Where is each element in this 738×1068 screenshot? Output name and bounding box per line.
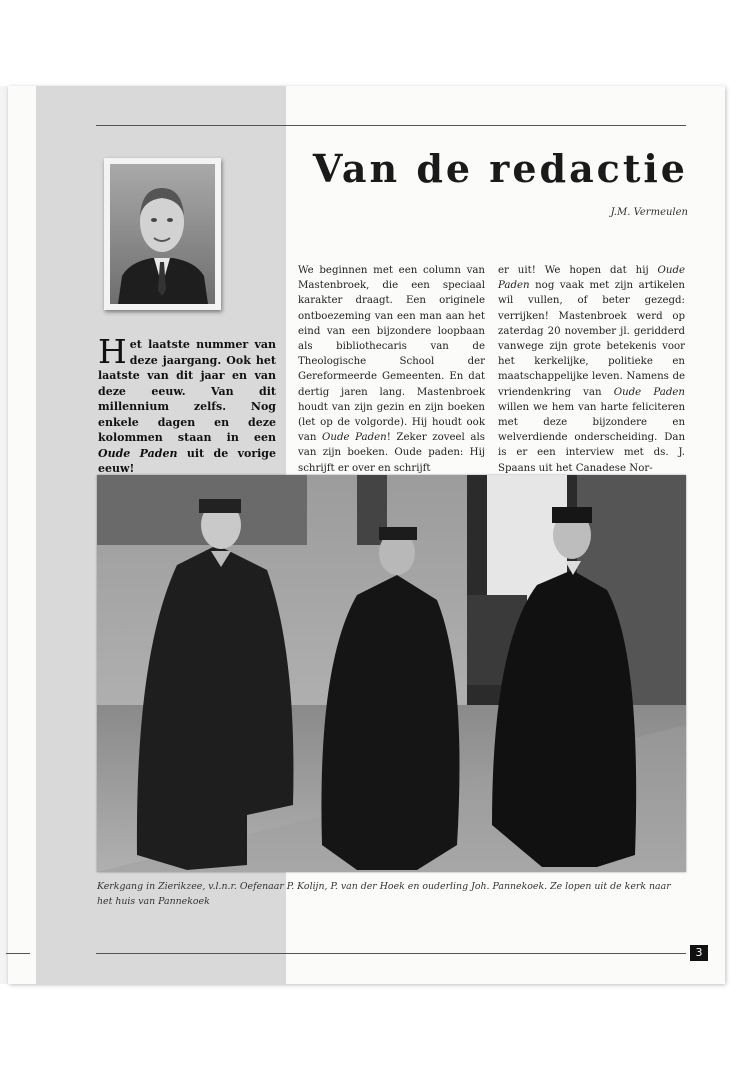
intro-emphasis: Oude Paden	[98, 446, 178, 460]
page-number: 3	[690, 945, 708, 961]
intro-paragraph	[98, 332, 276, 477]
col2-emphasis-2: Oude Paden	[613, 386, 685, 398]
drop-cap: H	[98, 332, 127, 371]
author-portrait	[104, 158, 221, 310]
photo-caption: Kerkgang in Zierikzee, v.l.n.r. Oefenaar P. Kolijn, P. van der Hoek en ouderling Joh. Pannekoek. Ze lopen uit de kerk naar het huis van Pannekoek	[97, 881, 671, 907]
adjacent-page-rule	[6, 953, 30, 954]
photo-image	[97, 475, 686, 872]
bottom-rule	[96, 953, 686, 954]
article-title: Van de redactie	[312, 146, 688, 191]
portrait-image	[110, 164, 215, 304]
col2-emphasis-1: Oude Paden	[498, 265, 685, 292]
intro-text: et laatste nummer van deze jaargang. Ook het laatste van dit jaar en van deze eeuw. Van dit millennium zelfs. Nog enkele dagen en deze kolommen staan in een	[98, 338, 276, 444]
col1-text: We beginnen met een column van Mastenbroek, die een speciaal karakter draagt. Een originele ontboezeming van een man aan het eind van een bijzondere loopbaan als bibliothecaris van de Theologische School der Gereformeerde Gemeenten. En dat dertig jaren lang. Mastenbroek houdt van zijn gezin en zijn boeken (let op de volgorde). Hij houdt ook van	[298, 265, 485, 444]
col2-text-mid: nog vaak met zijn artikelen wil vullen, of beter gezegd: verrijken! Mastenbroek werd op zaterdag 20 november jl. geridderd vanwege zijn grote betekenis voor het kerkelijke, politieke en maatschappelijke leven. Namens de vriendenkring van	[498, 280, 685, 398]
top-rule	[96, 125, 686, 126]
author-byline: J.M. Vermeulen	[610, 207, 688, 218]
body-column-2	[498, 263, 685, 476]
historic-photo	[97, 475, 686, 872]
body-column-1	[298, 263, 485, 476]
col2-text-end: willen we hem van harte feliciteren met deze bijzondere en welverdiende onderscheiding. Dan is er een interview met ds. J. Spaans uit het Canadese Nor-	[498, 401, 685, 474]
col1-emphasis: Oude Paden	[322, 432, 387, 444]
col2-text: er uit! We hopen dat hij	[498, 265, 658, 276]
col1-text-end: ! Zeker zoveel als van zijn boeken. Oude paden: Hij schrijft er over en schrijft	[298, 432, 485, 474]
intro-text-end: uit de vorige eeuw!	[98, 446, 276, 475]
